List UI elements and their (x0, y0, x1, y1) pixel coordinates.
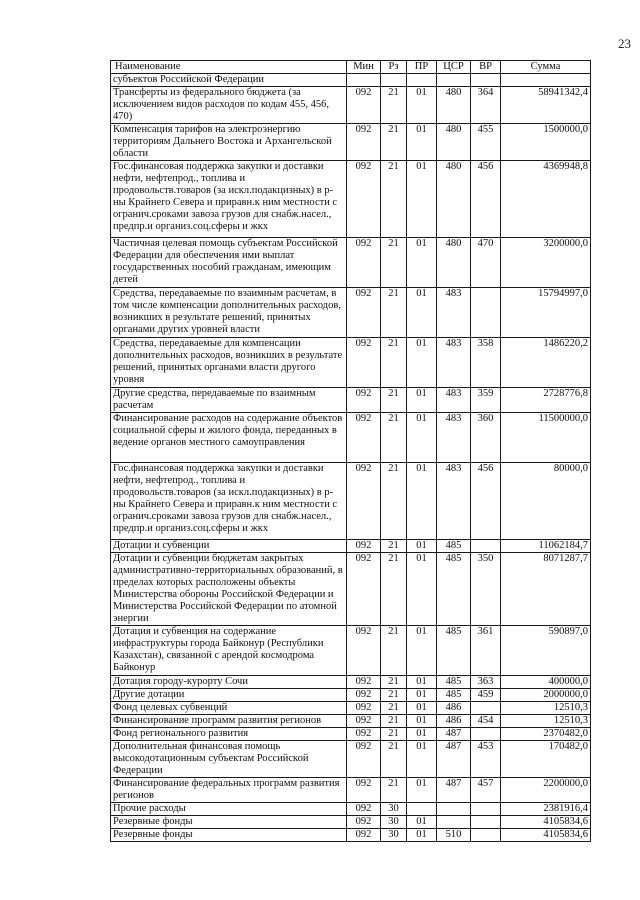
cell-name: Частичная целевая помощь субъектам Российской Федерации для обеспечения ими выплат государственных пособий гражданам, имеющим детей (111, 238, 347, 288)
cell-csr: 486 (437, 715, 471, 728)
header-name: Наименование (111, 61, 347, 74)
cell-name: Гос.финансовая поддержка закупки и доставки нефти, нефтепрод., топлива и продовольств.товаров (за искл.подакцизных) в р-ны Крайнего Севера и приравн.к ним местности с огранич.сроками завоза грузов для снабж.насел., предпр.и организ.соц.сферы и жкх (111, 161, 347, 238)
cell-vr (471, 74, 501, 87)
cell-rz: 21 (381, 87, 407, 124)
cell-name: Резервные фонды (111, 829, 347, 842)
cell-pr: 01 (407, 161, 437, 238)
cell-rz (381, 74, 407, 87)
cell-name: Фонд целевых субвенций (111, 702, 347, 715)
cell-csr: 480 (437, 161, 471, 238)
cell-sum: 4105834,6 (501, 829, 591, 842)
cell-csr (437, 74, 471, 87)
table-header-row (111, 61, 591, 74)
cell-vr (471, 803, 501, 816)
cell-sum: 2370482,0 (501, 728, 591, 741)
cell-sum: 170482,0 (501, 741, 591, 778)
cell-name: Трансферты из федерального бюджета (за исключением видов расходов по кодам 455, 456, 470) (111, 87, 347, 124)
budget-table (110, 60, 591, 842)
cell-sum: 2728776,8 (501, 388, 591, 413)
cell-min: 092 (347, 553, 381, 626)
cell-pr: 01 (407, 540, 437, 553)
cell-csr: 480 (437, 87, 471, 124)
table-row (111, 463, 591, 540)
cell-sum: 11500000,0 (501, 413, 591, 463)
cell-pr (407, 74, 437, 87)
cell-name: Прочие расходы (111, 803, 347, 816)
cell-vr: 459 (471, 689, 501, 702)
cell-pr: 01 (407, 715, 437, 728)
cell-pr: 01 (407, 676, 437, 689)
cell-rz: 21 (381, 540, 407, 553)
cell-csr: 483 (437, 463, 471, 540)
cell-rz: 21 (381, 626, 407, 676)
header-min: Мин (347, 61, 381, 74)
cell-name: Фонд регионального развития (111, 728, 347, 741)
cell-min: 092 (347, 803, 381, 816)
table-row (111, 676, 591, 689)
cell-min: 092 (347, 676, 381, 689)
cell-pr: 01 (407, 388, 437, 413)
cell-vr: 470 (471, 238, 501, 288)
cell-sum: 4369948,8 (501, 161, 591, 238)
cell-min: 092 (347, 741, 381, 778)
cell-vr: 453 (471, 741, 501, 778)
cell-csr: 485 (437, 626, 471, 676)
table-row (111, 816, 591, 829)
cell-name: Компенсация тарифов на электроэнергию территориям Дальнего Востока и Архангельской области (111, 124, 347, 161)
cell-csr (437, 803, 471, 816)
cell-pr: 01 (407, 338, 437, 388)
cell-sum: 8071287,7 (501, 553, 591, 626)
cell-rz: 21 (381, 702, 407, 715)
cell-name: Резервные фонды (111, 816, 347, 829)
cell-vr: 363 (471, 676, 501, 689)
cell-sum: 15794997,0 (501, 288, 591, 338)
cell-sum: 12510,3 (501, 715, 591, 728)
cell-pr: 01 (407, 816, 437, 829)
cell-min: 092 (347, 728, 381, 741)
header-csr: ЦСР (437, 61, 471, 74)
table-row (111, 161, 591, 238)
cell-vr (471, 702, 501, 715)
cell-rz: 30 (381, 803, 407, 816)
cell-name: Финансирование федеральных программ развития регионов (111, 778, 347, 803)
cell-csr: 485 (437, 540, 471, 553)
cell-sum: 590897,0 (501, 626, 591, 676)
cell-pr: 01 (407, 553, 437, 626)
header-rz: Рз (381, 61, 407, 74)
table-row (111, 540, 591, 553)
cell-name: Дополнительная финансовая помощь высокодотационным субъектам Российской Федерации (111, 741, 347, 778)
cell-rz: 21 (381, 728, 407, 741)
cell-rz: 21 (381, 338, 407, 388)
cell-pr: 01 (407, 463, 437, 540)
cell-csr: 485 (437, 676, 471, 689)
cell-rz: 21 (381, 238, 407, 288)
cell-rz: 21 (381, 161, 407, 238)
cell-sum: 2381916,4 (501, 803, 591, 816)
cell-name: Другие дотации (111, 689, 347, 702)
cell-name: Финансирование программ развития регионов (111, 715, 347, 728)
header-vr: ВР (471, 61, 501, 74)
cell-name: Финансирование расходов на содержание объектов социальной сферы и жилого фонда, переданных в ведение органов местного самоуправления (111, 413, 347, 463)
cell-name: Средства, передаваемые по взаимным расчетам, в том числе компенсации дополнительных расходов, возникших в результате решений, принятых органами других уровней власти (111, 288, 347, 338)
cell-csr: 483 (437, 288, 471, 338)
cell-vr: 455 (471, 124, 501, 161)
cell-vr: 361 (471, 626, 501, 676)
cell-vr: 350 (471, 553, 501, 626)
cell-rz: 21 (381, 689, 407, 702)
cell-min: 092 (347, 388, 381, 413)
cell-rz: 21 (381, 741, 407, 778)
cell-vr (471, 288, 501, 338)
cell-min: 092 (347, 413, 381, 463)
table-row (111, 553, 591, 626)
table-row (111, 413, 591, 463)
cell-min: 092 (347, 829, 381, 842)
cell-min: 092 (347, 463, 381, 540)
cell-min: 092 (347, 689, 381, 702)
cell-min: 092 (347, 816, 381, 829)
cell-name: Средства, передаваемые для компенсации дополнительных расходов, возникших в результате решений, принятых органами власти другого уровня (111, 338, 347, 388)
cell-pr: 01 (407, 778, 437, 803)
cell-pr: 01 (407, 413, 437, 463)
cell-min: 092 (347, 715, 381, 728)
cell-vr: 364 (471, 87, 501, 124)
cell-name: Дотация и субвенция на содержание инфраструктуры города Байконур (Республики Казахстан), связанной с арендой космодрома Байконур (111, 626, 347, 676)
cell-name: Дотация городу-курорту Сочи (111, 676, 347, 689)
header-sum: Сумма (501, 61, 591, 74)
cell-sum: 2000000,0 (501, 689, 591, 702)
page-number: 23 (618, 36, 631, 51)
cell-rz: 30 (381, 829, 407, 842)
cell-name: субъектов Российской Федерации (111, 74, 347, 87)
cell-pr: 01 (407, 829, 437, 842)
table-row (111, 626, 591, 676)
cell-sum: 4105834,6 (501, 816, 591, 829)
table-row (111, 741, 591, 778)
cell-vr: 358 (471, 338, 501, 388)
table-row (111, 702, 591, 715)
table-row (111, 689, 591, 702)
table-row (111, 87, 591, 124)
cell-pr: 01 (407, 702, 437, 715)
cell-vr: 454 (471, 715, 501, 728)
cell-min: 092 (347, 161, 381, 238)
cell-min: 092 (347, 778, 381, 803)
cell-rz: 21 (381, 715, 407, 728)
table-row (111, 829, 591, 842)
cell-csr: 483 (437, 338, 471, 388)
cell-csr: 487 (437, 741, 471, 778)
cell-vr: 359 (471, 388, 501, 413)
cell-vr: 360 (471, 413, 501, 463)
cell-pr: 01 (407, 626, 437, 676)
cell-csr: 510 (437, 829, 471, 842)
cell-min: 092 (347, 238, 381, 288)
cell-min: 092 (347, 338, 381, 388)
cell-sum: 12510,3 (501, 702, 591, 715)
cell-csr: 483 (437, 413, 471, 463)
header-pr: ПР (407, 61, 437, 74)
cell-name: Гос.финансовая поддержка закупки и доставки нефти, нефтепрод., топлива и продовольств.товаров (за искл.подакцизных) в р-ны Крайнего Севера и приравн.к ним местности с огранич.сроками завоза грузов для снабж.насел., предпр.и организ.соц.сферы и жкх (111, 463, 347, 540)
cell-min: 092 (347, 702, 381, 715)
table-row (111, 338, 591, 388)
cell-min (347, 74, 381, 87)
cell-csr: 487 (437, 728, 471, 741)
cell-csr: 485 (437, 689, 471, 702)
cell-rz: 21 (381, 463, 407, 540)
cell-csr: 483 (437, 388, 471, 413)
cell-min: 092 (347, 626, 381, 676)
cell-rz: 21 (381, 676, 407, 689)
cell-min: 092 (347, 540, 381, 553)
cell-sum: 58941342,4 (501, 87, 591, 124)
cell-vr (471, 829, 501, 842)
cell-vr (471, 816, 501, 829)
cell-rz: 21 (381, 388, 407, 413)
table-row (111, 388, 591, 413)
cell-sum: 80000,0 (501, 463, 591, 540)
cell-sum: 2200000,0 (501, 778, 591, 803)
cell-csr: 485 (437, 553, 471, 626)
cell-csr (437, 816, 471, 829)
cell-pr: 01 (407, 124, 437, 161)
cell-vr: 456 (471, 161, 501, 238)
table-row (111, 728, 591, 741)
cell-sum: 11062184,7 (501, 540, 591, 553)
table-row (111, 74, 591, 87)
cell-pr: 01 (407, 741, 437, 778)
table-row (111, 803, 591, 816)
cell-pr: 01 (407, 87, 437, 124)
cell-vr (471, 728, 501, 741)
cell-sum: 3200000,0 (501, 238, 591, 288)
cell-csr: 486 (437, 702, 471, 715)
cell-pr: 01 (407, 728, 437, 741)
cell-rz: 21 (381, 553, 407, 626)
cell-csr: 480 (437, 238, 471, 288)
cell-name: Дотации и субвенции (111, 540, 347, 553)
cell-pr: 01 (407, 288, 437, 338)
cell-rz: 21 (381, 413, 407, 463)
table-row (111, 715, 591, 728)
cell-rz: 21 (381, 288, 407, 338)
cell-pr (407, 803, 437, 816)
cell-min: 092 (347, 87, 381, 124)
cell-vr (471, 540, 501, 553)
cell-name: Другие средства, передаваемые по взаимным расчетам (111, 388, 347, 413)
cell-vr: 456 (471, 463, 501, 540)
cell-pr: 01 (407, 689, 437, 702)
cell-sum: 400000,0 (501, 676, 591, 689)
cell-min: 092 (347, 124, 381, 161)
cell-rz: 21 (381, 778, 407, 803)
cell-csr: 487 (437, 778, 471, 803)
cell-vr: 457 (471, 778, 501, 803)
cell-min: 092 (347, 288, 381, 338)
table-row (111, 288, 591, 338)
cell-sum: 1486220,2 (501, 338, 591, 388)
cell-csr: 480 (437, 124, 471, 161)
cell-sum: 1500000,0 (501, 124, 591, 161)
cell-rz: 30 (381, 816, 407, 829)
cell-pr: 01 (407, 238, 437, 288)
table-row (111, 238, 591, 288)
table-row (111, 124, 591, 161)
cell-rz: 21 (381, 124, 407, 161)
cell-sum (501, 74, 591, 87)
cell-name: Дотации и субвенции бюджетам закрытых административно-территориальных образований, в пределах которых расположены объекты Министерства обороны Российской Федерации и Министерства Российской Федерации по атомной энергии (111, 553, 347, 626)
table-row (111, 778, 591, 803)
